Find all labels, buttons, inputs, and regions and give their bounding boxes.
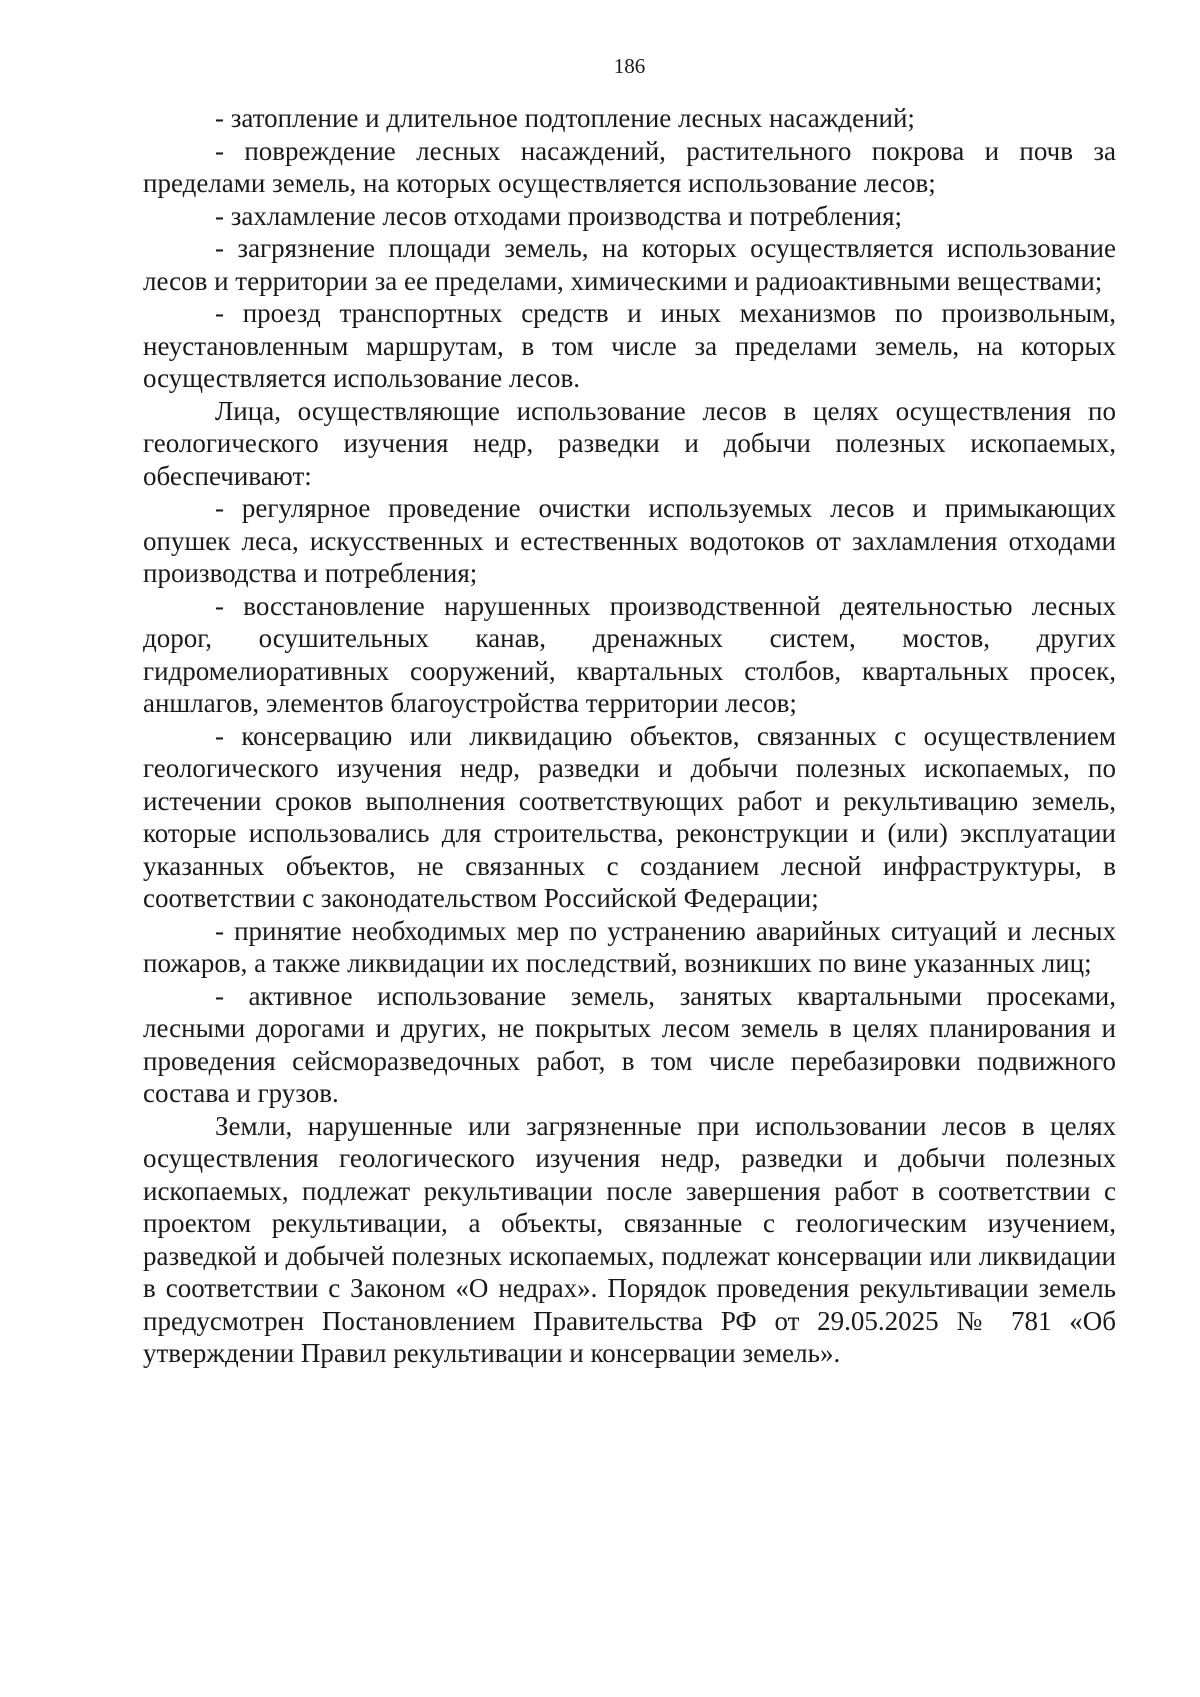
paragraph-persons-obligations: Лица, осуществляющие использование лесов в целях осуществления по геологического изучения недр, разведки и добычи полезных ископаемых, обеспечивают:: [143, 395, 1116, 491]
paragraph-vehicle-passage: - проезд транспортных средств и иных механизмов по произвольным, неустановленным маршрутам, в том числе за пределами земель, на которых осуществляется использование лесов.: [143, 298, 1116, 393]
paragraph-reclamation: Земли, нарушенные или загрязненные при использовании лесов в целях осуществления геологического изучения недр, разведки и добычи полезных ископаемых, подлежат рекультивации после завершения работ в соответствии с проектом рекультивации, а объекты, связанные с геологическим изучением, разведкой и добычей полезных ископаемых, подлежат консервации или ликвидации в соответствии с Законом «О недрах». Порядок проведения рекультивации земель предусмотрен Постановлением Правительства РФ от 29.05.2025 № 781 «Об утверждении Правил рекультивации и консервации земель».: [143, 1110, 1116, 1368]
paragraph-conservation: - консервацию или ликвидацию объектов, связанных с осуществлением геологического изучения недр, разведки и добычи полезных ископаемых, по истечении сроков выполнения соответствующих работ и рекультивацию земель, которые использовались для строительства, реконструкции и (или) эксплуатации указанных объектов, не связанных с созданием лесной инфраструктуры, в соответствии с законодательством Российской Федерации;: [143, 720, 1116, 913]
paragraph-restoration: - восстановление нарушенных производственной деятельностью лесных дорог, осушительных канав, дренажных систем, мостов, других гидромелиоративных сооружений, квартальных столбов, квартальных просек, аншлагов, элементов благоустройства территории лесов;: [143, 590, 1116, 718]
paragraph-flooding: - затопление и длительное подтопление лесных насаждений;: [215, 103, 915, 133]
paragraph-cleaning: - регулярное проведение очистки используемых лесов и примыкающих опушек леса, искусственных и естественных водотоков от захламления отходами производства и потребления;: [143, 493, 1116, 588]
paragraph-damage: - повреждение лесных насаждений, растительного покрова и почв за пределами земель, на которых осуществляется использование лесов;: [143, 135, 1116, 198]
paragraph-land-use: - активное использование земель, занятых квартальными просеками, лесными дорогами и других, не покрытых лесом земель в целях планирования и проведения сейсморазведочных работ, в том числе перебазировки подвижного состава и грузов.: [143, 980, 1116, 1108]
page-number: 186: [613, 54, 646, 78]
paragraph-pollution: - загрязнение площади земель, на которых осуществляется использование лесов и территории за ее пределами, химическими и радиоактивными веществами;: [143, 233, 1116, 296]
document-page: [143, 52, 1116, 1370]
paragraph-littering: - захламление лесов отходами производства и потребления;: [215, 200, 903, 231]
paragraph-emergency-measures: - принятие необходимых мер по устранению аварийных ситуаций и лесных пожаров, а также ликвидации их последствий, возникших по вине указанных лиц;: [143, 915, 1116, 978]
